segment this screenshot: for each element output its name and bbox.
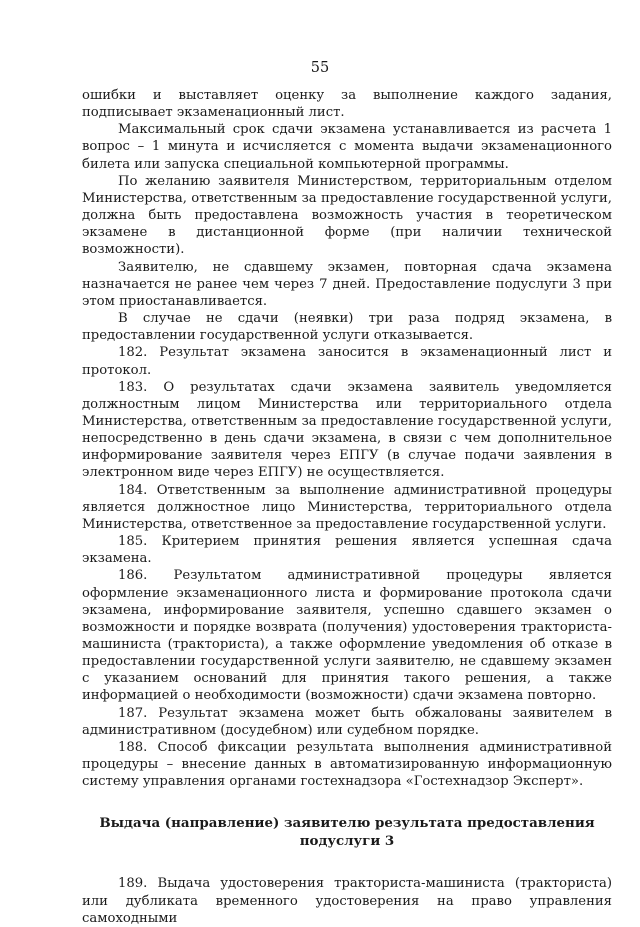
paragraph-remote-exam: По желанию заявителя Министерством, территориальным отделом Министерства, ответственным за предоставление государственной услуги, должна быть предоставлена возможность участия в теоретическом экзамене в дистанционной форме (при наличии технической возможности). bbox=[82, 173, 612, 258]
section-heading: Выдача (направление) заявителю результата предоставления подуслуги 3 bbox=[99, 815, 595, 850]
paragraph-refusal: В случае не сдачи (неявки) три раза подряд экзамена, в предоставлении государственной услуги отказывается. bbox=[82, 311, 612, 344]
paragraph-183: 183. О результатах сдачи экзамена заявитель уведомляется должностным лицом Министерства или территориального отдела Министерства, ответственным за предоставление государственной услуги, непосредственно в день сдачи экзамена, в связи с чем дополнительное информирование заявителя через ЕПГУ (в случае подачи заявления в электронном виде через ЕПГУ) не осуществляется. bbox=[82, 379, 612, 481]
paragraph-188: 188. Способ фиксации результата выполнения административной процедуры – внесение данных в автоматизированную информационную систему управления органами гостехнадзора «Гостехнадзор Эксперт». bbox=[82, 739, 612, 790]
paragraph-185: 185. Критерием принятия решения является успешная сдача экзамена. bbox=[82, 534, 612, 567]
paragraph-exam-duration: Максимальный срок сдачи экзамена устанавливается из расчета 1 вопрос – 1 минута и исчисляется с момента выдачи экзаменационного билета или запуска специальной компьютерной программы. bbox=[82, 122, 612, 172]
document-body bbox=[82, 87, 612, 927]
paragraph-retake: Заявителю, не сдавшему экзамен, повторная сдача экзамена назначается не ранее чем через 7 дней. Предоставление подуслуги 3 при этом приостанавливается. bbox=[82, 259, 612, 309]
paragraph-continuation: ошибки и выставляет оценку за выполнение каждого задания, подписывает экзаменационный лист. bbox=[82, 88, 612, 121]
paragraph-184: 184. Ответственным за выполнение административной процедуры является должностное лицо Министерства, территориального отдела Министерства, ответственное за предоставление государственной услуги. bbox=[82, 482, 612, 532]
paragraph-189: 189. Выдача удостоверения тракториста-машиниста (тракториста) или дубликата временного удостоверения на право управления самоходными bbox=[82, 876, 612, 926]
page-number: 55 bbox=[310, 60, 330, 76]
paragraph-182: 182. Результат экзамена заносится в экзаменационный лист и протокол. bbox=[82, 345, 612, 378]
paragraph-186: 186. Результатом административной процедуры является оформление экзаменационного листа и формирование протокола сдачи экзамена, информирование заявителя, успешно сдавшего экзамен о возможности и порядке возврата (получения) удостоверения тракториста-машиниста (тракториста), а также оформление уведомления об отказе в предоставлении государственной услуги заявителю, не сдавшему экзамен с указанием оснований для принятия такого решения, а также информацией о необходимости (возможности) сдачи экзамена повторно. bbox=[82, 568, 612, 704]
paragraph-187: 187. Результат экзамена может быть обжалованы заявителем в административном (досудебном) или судебном порядке. bbox=[82, 705, 612, 738]
